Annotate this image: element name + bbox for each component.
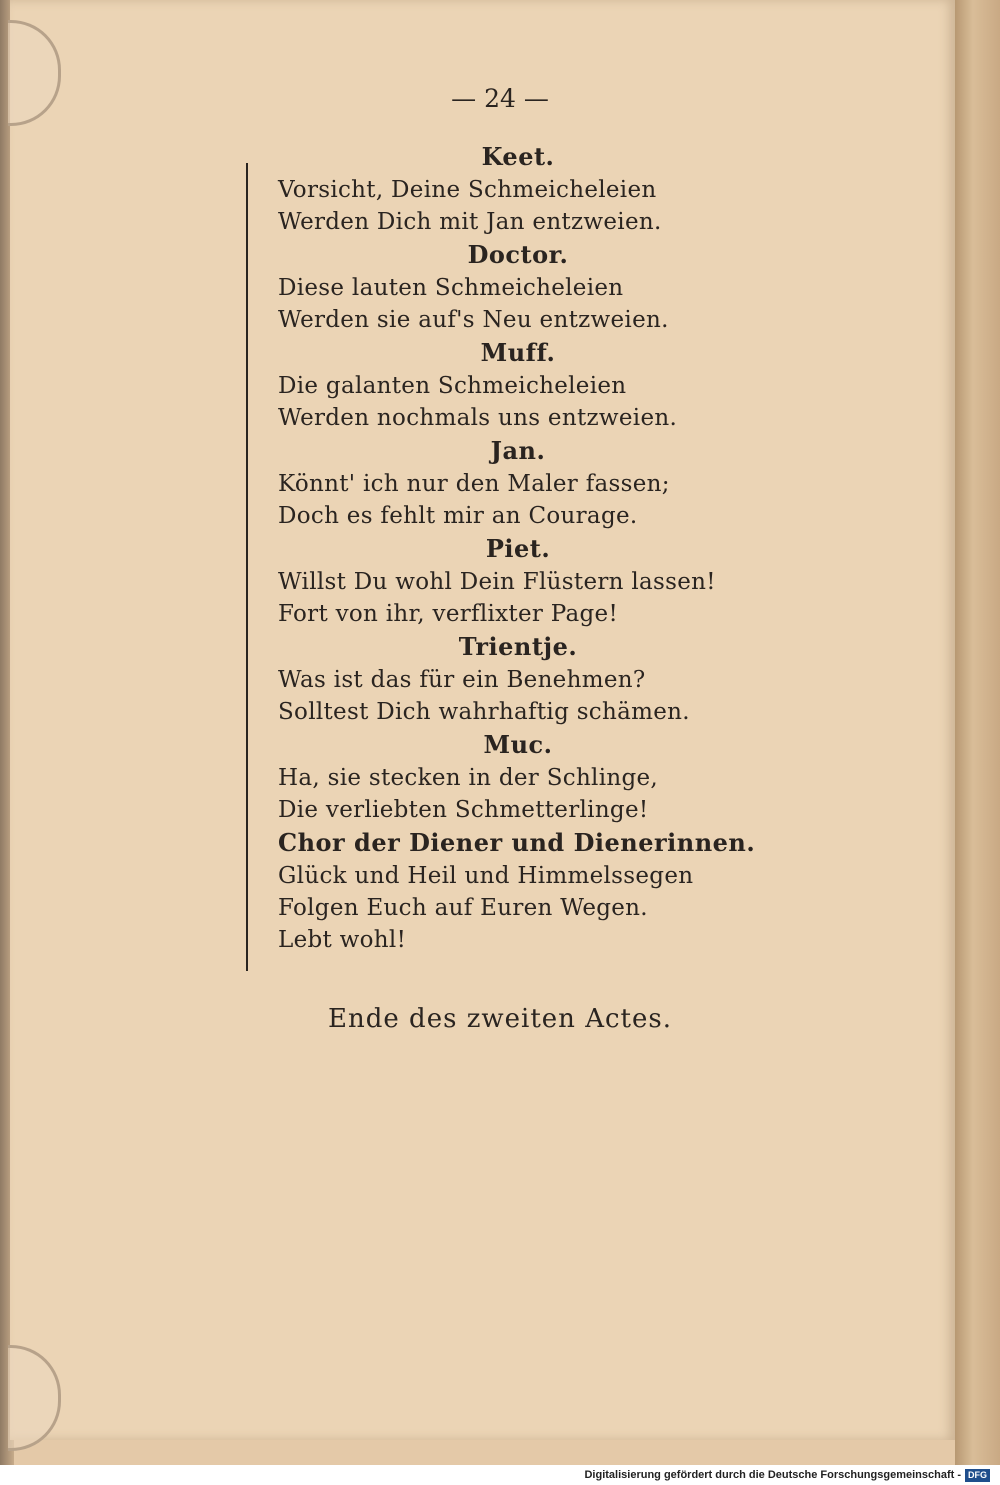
act-end-line: Ende des zweiten Actes. (328, 1004, 672, 1034)
speaker-name: Muff. (480, 338, 556, 367)
verse-line: Solltest Dich wahrhaftig schämen. (278, 699, 690, 725)
speaker-name: Muc. (483, 730, 553, 759)
verse-line: Was ist das für ein Benehmen? (278, 667, 646, 693)
digitization-footer (0, 1465, 990, 1485)
section-muff (278, 336, 798, 434)
dfg-logo: DFG (965, 1469, 990, 1482)
verse-line: Die verliebten Schmetterlinge! (278, 797, 649, 823)
verse-bracket-notch (236, 408, 248, 422)
verse-line: Die galanten Schmeicheleien (278, 373, 627, 399)
verse-line: Könnt' ich nur den Maler fassen; (278, 471, 670, 497)
verse-line: Vorsicht, Deine Schmeicheleien (278, 177, 657, 203)
speaker-name: Jan. (490, 436, 546, 465)
verse-line: Ha, sie stecken in der Schlinge, (278, 765, 659, 791)
verse-text-block (278, 140, 798, 956)
speaker-name: Doctor. (467, 240, 569, 269)
verse-line: Werden nochmals uns entzweien. (278, 405, 678, 431)
page-number: — 24 — (451, 84, 549, 113)
section-piet (278, 532, 798, 630)
verse-line: Werden Dich mit Jan entzweien. (278, 209, 662, 235)
verse-line: Willst Du wohl Dein Flüstern lassen! (278, 569, 716, 595)
verse-line: Folgen Euch auf Euren Wegen. (278, 895, 648, 921)
speaker-name: Keet. (481, 142, 555, 171)
verse-line: Lebt wohl! (278, 927, 407, 953)
verse-bracket (246, 163, 252, 971)
speaker-name: Chor der Diener und Dienerinnen. (278, 828, 756, 857)
verse-line: Doch es fehlt mir an Courage. (278, 503, 638, 529)
page-edge-right (955, 0, 1000, 1465)
verse-line: Diese lauten Schmeicheleien (278, 275, 624, 301)
section-keet (278, 140, 798, 238)
section-doctor (278, 238, 798, 336)
footer-text: Digitalisierung gefördert durch die Deutsche Forschungsgemeinschaft - (584, 1469, 961, 1481)
section-muc (278, 728, 798, 826)
speaker-name: Piet. (485, 534, 551, 563)
speaker-name: Trientje. (458, 632, 578, 661)
section-jan (278, 434, 798, 532)
verse-line: Fort von ihr, verflixter Page! (278, 601, 619, 627)
section-trientje (278, 630, 798, 728)
section-chorus (278, 826, 798, 956)
verse-line: Werden sie auf's Neu entzweien. (278, 307, 669, 333)
verse-line: Glück und Heil und Himmelssegen (278, 863, 694, 889)
